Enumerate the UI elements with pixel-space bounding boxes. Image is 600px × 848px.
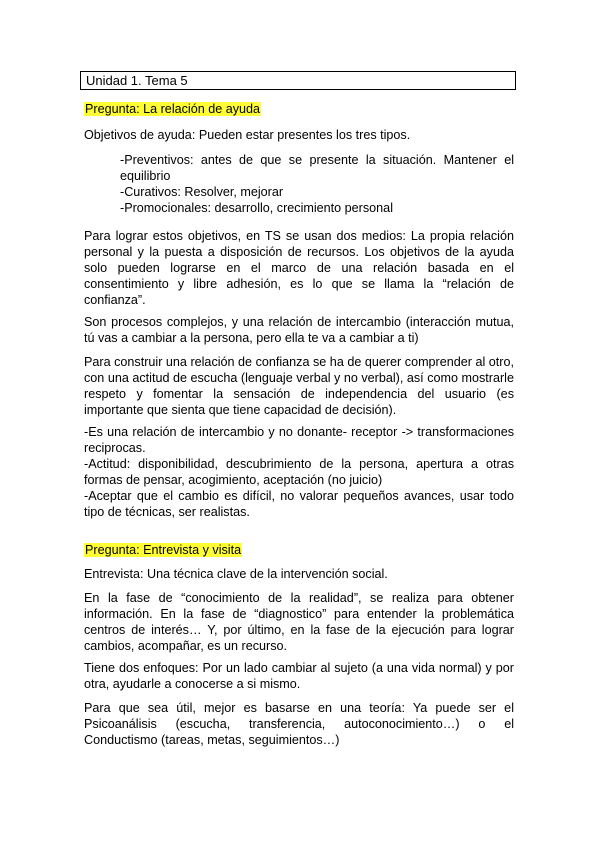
paragraph-means: Para lograr estos objetivos, en TS se usan dos medios: La propia relación personal y la puesta a disposición de recursos. Los objetivos de la ayuda solo pueden lograrse en el marco de una relación basada en el consentimiento y libre adhesión, es lo que se llama la “relación de confianza”. bbox=[84, 229, 514, 307]
question-1-label: Pregunta: La relación de ayuda bbox=[85, 102, 261, 116]
question-2-label: Pregunta: Entrevista y visita bbox=[85, 543, 242, 557]
paragraph-complex-processes: Son procesos complejos, y una relación de intercambio (interacción mutua, tú vas a cambiar a la persona, pero ella te va a cambiar a ti) bbox=[84, 315, 514, 345]
paragraph-interview-intro: Entrevista: Una técnica clave de la intervención social. bbox=[84, 567, 388, 581]
objective-type-promotional: -Promocionales: desarrollo, crecimiento personal bbox=[120, 201, 393, 215]
paragraph-phases: En la fase de “conocimiento de la realidad”, se realiza para obtener información. En la fase de “diagnostico” para entender la problemática centros de interés… Y, por último, en la fase de la ejecución para lograr cambios, acompañar, es un recurso. bbox=[84, 591, 514, 653]
objectives-intro: Objetivos de ayuda: Pueden estar presentes los tres tipos. bbox=[84, 128, 411, 142]
objective-type-curative: -Curativos: Resolver, mejorar bbox=[120, 185, 284, 199]
unit-title: Unidad 1. Tema 5 bbox=[86, 73, 188, 88]
paragraph-approaches: Tiene dos enfoques: Por un lado cambiar al sujeto (a una vida normal) y por otra, ayudarle a conocerse a si mismo. bbox=[84, 661, 514, 691]
question-heading-1 bbox=[84, 101, 514, 117]
paragraph-trust: Para construir una relación de confianza se ha de querer comprender al otro, con una actitud de escucha (lenguaje verbal y no verbal), así como mostrarle respeto y fomentar la sensación de independencia del usuario (es importante que sienta que tiene capacidad de decisión). bbox=[84, 355, 514, 417]
paragraph-accept-change: -Aceptar que el cambio es difícil, no valorar pequeños avances, usar todo tipo de técnicas, ser realistas. bbox=[84, 489, 514, 519]
question-heading-2 bbox=[84, 542, 514, 558]
paragraph-attitude: -Actitud: disponibilidad, descubrimiento de la persona, apertura a otras formas de pensar, acogimiento, aceptación (no juicio) bbox=[84, 457, 514, 487]
objective-type-preventive: -Preventivos: antes de que se presente la situación. Mantener el equilibrio bbox=[120, 153, 514, 183]
unit-title-box bbox=[80, 71, 516, 90]
paragraph-theory: Para que sea útil, mejor es basarse en una teoría: Ya puede ser el Psicoanálisis (escucha, transferencia, autoconocimiento…) o el Conductismo (tareas, metas, seguimientos…) bbox=[84, 701, 514, 747]
paragraph-exchange: -Es una relación de intercambio y no donante- receptor -> transformaciones reciprocas. bbox=[84, 425, 514, 455]
